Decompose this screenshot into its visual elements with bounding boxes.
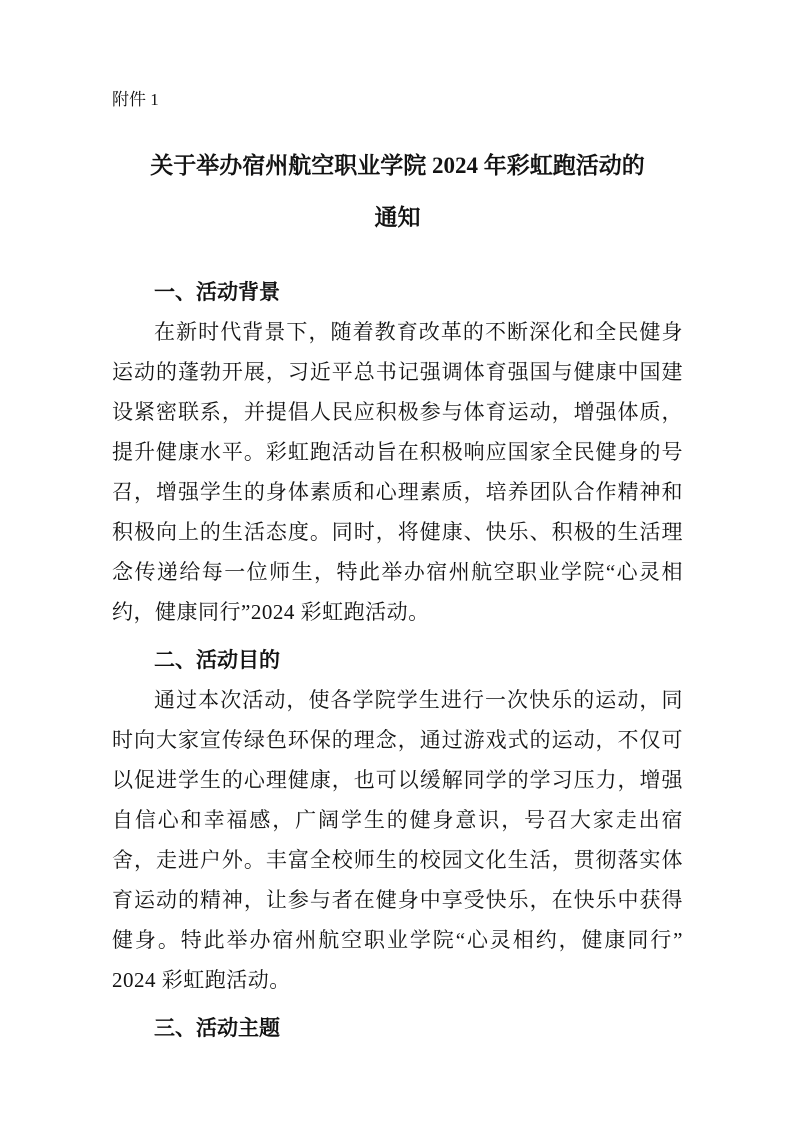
section-heading-purpose: 二、活动目的 xyxy=(154,648,280,672)
section-paragraph-purpose: 通过本次活动，使各学院学生进行一次快乐的运动，同时向大家宣传绿色环保的理念，通过游戏式的运动，不仅可以促进学生的心理健康，也可以缓解同学的学习压力，增强自信心和幸福感，广阔学生的健身意识，号召大家走出宿舍，走进户外。丰富全校师生的校园文化生活，贯彻落实体育运动的精神，让参与者在健身中享受快乐，在快乐中获得健身。特此举办宿州航空职业学院“心灵相约，健康同行”2024 彩虹跑活动。 xyxy=(112,688,683,992)
document-title-line-2: 通知 xyxy=(374,205,421,230)
section-heading-background: 一、活动背景 xyxy=(154,280,280,304)
attachment-label: 附件 1 xyxy=(112,90,159,109)
section-paragraph-background: 在新时代背景下，随着教育改革的不断深化和全民健身运动的蓬勃开展，习近平总书记强调体育强国与健康中国建设紧密联系，并提倡人民应积极参与体育运动，增强体质，提升健康水平。彩虹跑活动旨在积极响应国家全民健身的号召，增强学生的身体素质和心理素质，培养团队合作精神和积极向上的生活态度。同时，将健康、快乐、积极的生活理念传递给每一位师生，特此举办宿州航空职业学院“心灵相约，健康同行”2024 彩虹跑活动。 xyxy=(112,320,683,624)
document-title xyxy=(112,140,683,244)
document-title-line-1: 关于举办宿州航空职业学院 2024 年彩虹跑活动的 xyxy=(150,153,645,178)
section-heading-theme: 三、活动主题 xyxy=(154,1016,280,1040)
